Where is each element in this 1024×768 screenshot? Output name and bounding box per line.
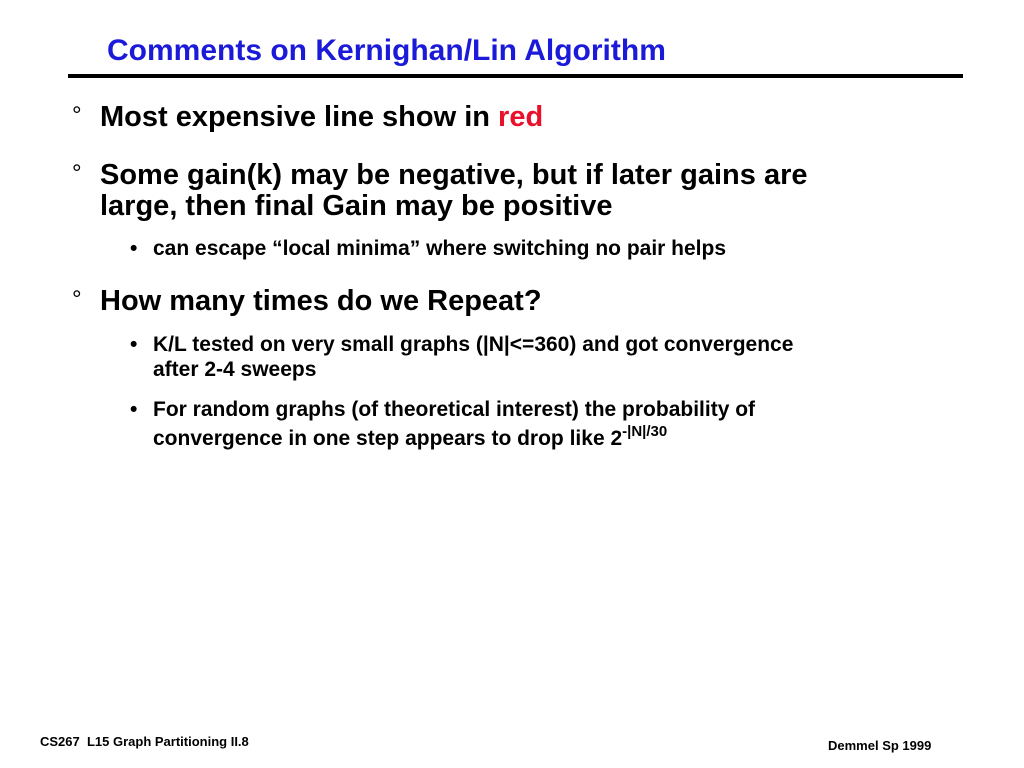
title-divider — [68, 74, 963, 78]
bullet-text-main: Most expensive line show in — [100, 101, 499, 133]
sub-bullet-kl-tested — [130, 332, 793, 382]
sub-bullet-text: can escape “local minima” where switching no pair helps — [153, 237, 727, 260]
sub-bullet-text-line-1: K/L tested on very small graphs (|N|<=360) and got convergence — [153, 333, 794, 356]
slide-title: Comments on Kernighan/Lin Algorithm — [107, 34, 666, 67]
bullet-text-line-2: large, then final Gain may be positive — [100, 190, 613, 222]
bullet-marker-icon: ° — [72, 160, 82, 187]
bullet-repeat-question — [72, 286, 542, 317]
sub-bullet-text-line-1: For random graphs (of theoretical interest) the probability of — [153, 398, 756, 421]
formula-exponent: -|N|/30 — [622, 423, 668, 440]
sub-bullet-random-graphs — [130, 397, 755, 451]
bullet-gain-negative — [72, 160, 807, 222]
footer-author-label: Demmel Sp 1999 — [828, 738, 932, 753]
bullet-text-line-1: Some gain(k) may be negative, but if later gains are — [100, 159, 808, 191]
sub-bullet-marker-icon: • — [130, 333, 138, 356]
bullet-text: How many times do we Repeat? — [100, 285, 542, 317]
sub-bullet-text-line-2 — [153, 423, 755, 451]
highlight-red-word: red — [498, 101, 544, 133]
footer-course-label: CS267 L15 Graph Partitioning II.8 — [40, 734, 249, 749]
sub-bullet-text-line-2: after 2-4 sweeps — [153, 358, 317, 381]
sub-bullet-marker-icon: • — [130, 237, 138, 260]
formula-base: convergence in one step appears to drop like 2 — [153, 427, 623, 450]
bullet-marker-icon: ° — [72, 102, 82, 129]
bullet-marker-icon: ° — [72, 286, 82, 313]
sub-bullet-local-minima — [130, 236, 726, 261]
sub-bullet-marker-icon: • — [130, 398, 138, 421]
bullet-expensive-line — [72, 102, 543, 133]
bullet-text — [100, 102, 543, 133]
